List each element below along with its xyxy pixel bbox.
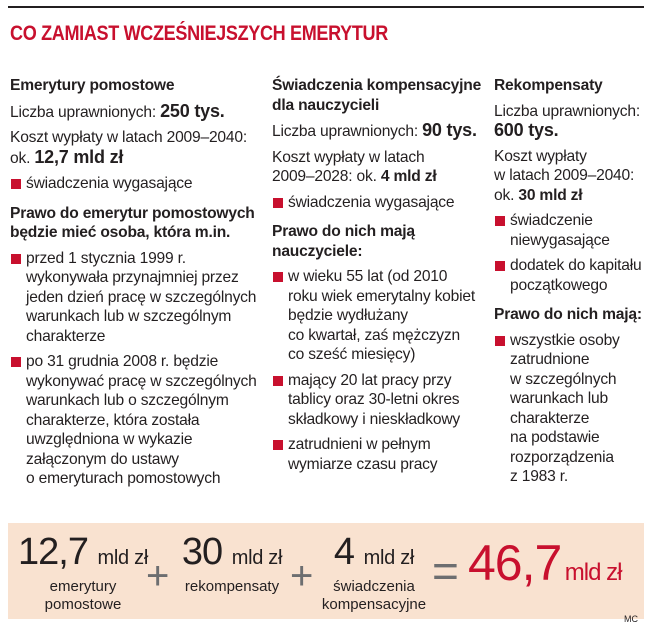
rights-heading: Prawo do nich mają [272, 223, 415, 240]
summary-label-cont: pomostowe [44, 596, 122, 613]
cost-value: 4 mld zł [380, 168, 437, 185]
cost-value: 12,7 mld zł [34, 146, 124, 167]
plus-sign: + [290, 554, 314, 598]
rights-heading: Prawo do nich mają: [494, 306, 642, 323]
cost-value-line: ok. 12,7 mld zł [10, 146, 124, 167]
entitled-value: 600 tys. [494, 120, 559, 140]
bullet-square-icon [11, 357, 21, 367]
cost-value-line: ok. 30 mld zł [494, 186, 583, 204]
summary-item-pomostowe [12, 532, 154, 614]
rights-heading: Prawo do emerytur pomostowych [10, 204, 255, 222]
page-title: CO ZAMIAST WCZEŚNIEJSZYCH EMERYTUR [10, 22, 388, 45]
entitled-line: Liczba uprawnionych: [494, 102, 640, 120]
summary-value: 30 mld zł [181, 531, 283, 573]
author-credit: MC [624, 614, 638, 624]
summary-label: świadczenia [333, 578, 415, 595]
summary-value: 12,7 mld zł [18, 531, 148, 573]
summary-label: emerytury [49, 578, 117, 595]
bullet-square-icon [495, 261, 505, 271]
column-heading: Emerytury pomostowe [10, 77, 175, 94]
list-item: przed 1 stycznia 1999 r. wykonywała przynajmniej przez jeden dzień pracę w szczególnych warunkach lub w szczególnym charakterze [10, 249, 262, 347]
column-swiadczenia-kompensacyjne [272, 76, 482, 474]
bullet-square-icon [495, 336, 505, 346]
bullet-square-icon [273, 440, 283, 450]
summary-item-rekompensaty [176, 532, 288, 596]
bullet-square-icon [11, 179, 21, 189]
summary-label: rekompensaty [184, 578, 280, 595]
column-rekompensaty [494, 76, 646, 487]
cost-value-line: 2009–2028: ok. 4 mld zł [272, 168, 437, 185]
cost-value: 30 mld zł [518, 186, 583, 204]
column-heading-cont: dla nauczycieli [272, 96, 380, 114]
summary-value: 4 mld zł [333, 531, 415, 573]
list-item: w wieku 55 lat (od 2010 roku wiek emerytalny kobiet będzie wydłużany co kwartał, zaś mężczyzn co sześć miesięcy) [272, 267, 482, 365]
list-item: po 31 grudnia 2008 r. będzie wykonywać pracę w szczególnych warunkach lub o szczególnym charakterze, która została uwzględniona w wykazie załączonym do ustawy o emeryturach pomostowych [10, 352, 262, 489]
top-rule [8, 6, 644, 8]
summary-label-cont: kompensacyjne [321, 596, 427, 613]
column-heading: Rekompensaty [494, 77, 603, 94]
cost-line-cont: w latach 2009–2040: [494, 167, 635, 184]
status-item: świadczenia wygasające [10, 174, 262, 194]
column-emerytury-pomostowe [10, 76, 262, 489]
entitled-line: Liczba uprawnionych: 90 tys. [272, 120, 477, 140]
summary-item-kompensacyjne [318, 532, 430, 614]
cost-line: Koszt wypłaty w latach [272, 148, 425, 166]
cost-line: Koszt wypłaty w latach 2009–2040: [10, 129, 247, 146]
rights-heading-cont: nauczyciele: [272, 242, 363, 260]
column-heading: Świadczenia kompensacyjne [272, 77, 482, 94]
plus-sign: + [146, 554, 170, 598]
entitled-line: Liczba uprawnionych: 250 tys. [10, 100, 225, 121]
cost-line: Koszt wypłaty [494, 147, 587, 165]
bullet-square-icon [273, 376, 283, 386]
entitled-value: 250 tys. [160, 100, 225, 121]
bullet-square-icon [11, 254, 21, 264]
entitled-value: 90 tys. [422, 120, 477, 140]
list-item: mający 20 lat pracy przy tablicy oraz 30-letni okres składkowy i nieskładkowy [272, 371, 482, 430]
rights-heading-cont: będzie mieć osoba, która m.in. [10, 224, 231, 241]
equals-sign: = [432, 545, 459, 597]
summary-total [468, 537, 621, 589]
status-item: świadczenie niewygasające [494, 211, 646, 250]
bullet-square-icon [273, 272, 283, 282]
bullet-square-icon [273, 198, 283, 208]
total-value: 46,7 [468, 535, 562, 591]
bullet-square-icon [495, 216, 505, 226]
list-item: wszystkie osoby zatrudnione w szczególnych warunkach lub charakterze na podstawie rozporządzenia z 1983 r. [494, 331, 646, 487]
status-item: świadczenia wygasające [272, 193, 482, 213]
total-unit: mld zł [564, 559, 622, 586]
status-item: dodatek do kapitału początkowego [494, 256, 646, 295]
list-item: zatrudnieni w pełnym wymiarze czasu pracy [272, 435, 482, 474]
